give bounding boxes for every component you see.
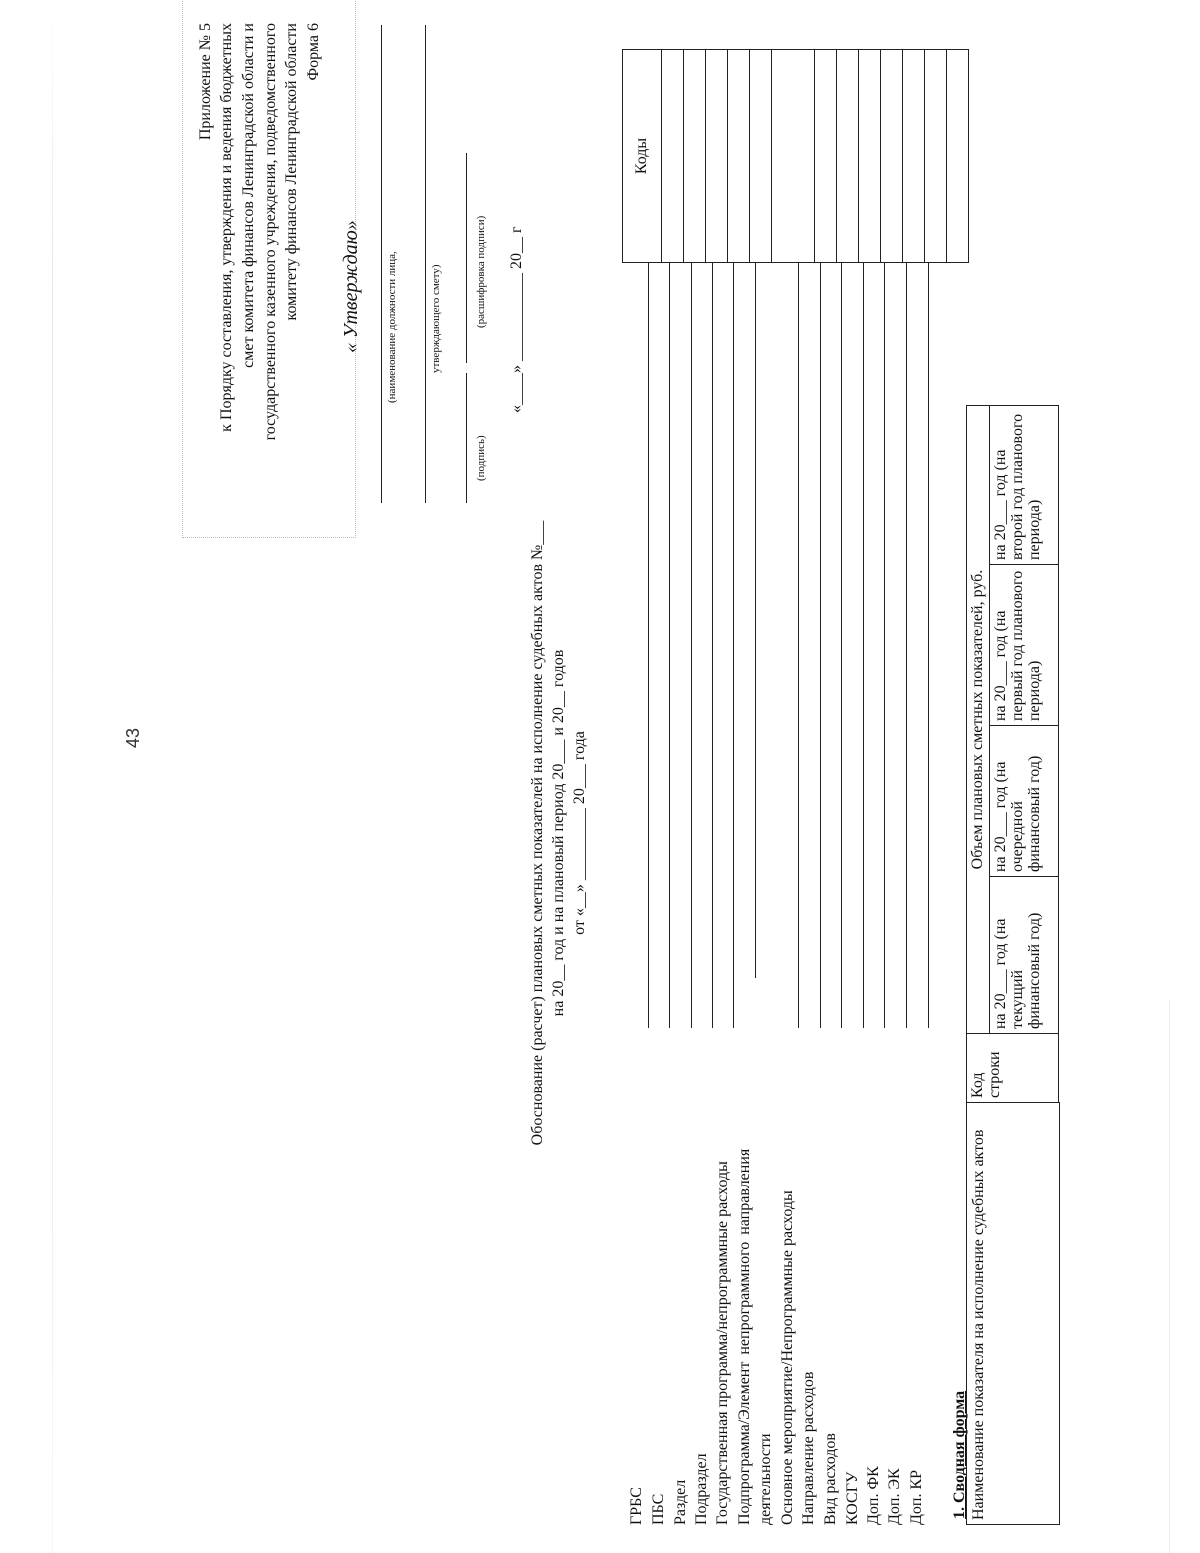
label-expense-type: Вид расходов: [822, 1433, 839, 1525]
code-cell[interactable]: [728, 50, 750, 263]
label-pbs: ПБС: [650, 1493, 667, 1525]
fill-line: [928, 263, 929, 1028]
summary-code-header: Код строки: [967, 1034, 1059, 1103]
summary-year-next: на 20___ год (на очередной финансовый год): [990, 726, 1059, 877]
approval-title: « Утверждаю»: [340, 220, 362, 353]
code-cell[interactable]: [837, 50, 859, 263]
document-date: от «__» _________ 20___ года: [571, 731, 588, 935]
label-section: Раздел: [672, 1479, 689, 1525]
summary-year-current: на 20___ год (на текущий финансовый год): [990, 877, 1059, 1034]
fill-line: [884, 263, 885, 1028]
fill-line: [820, 263, 821, 1028]
label-dop-ek: Доп. ЭК: [886, 1468, 903, 1525]
signature-line: [466, 373, 467, 503]
label-program: Государственная программа/непрограммные расходы: [714, 1161, 731, 1525]
code-cell[interactable]: [881, 50, 903, 263]
label-dop-fk: Доп. ФК: [865, 1466, 882, 1525]
position-line-2: [425, 25, 426, 503]
fill-line: [755, 263, 756, 978]
signature-caption: (подпись): [475, 435, 487, 481]
code-cell[interactable]: [706, 50, 728, 263]
fill-line: [798, 263, 799, 1028]
summary-name-header: Наименование показателя на исполнение судебных актов: [970, 1129, 987, 1520]
codes-table: [622, 49, 969, 263]
code-cell[interactable]: [815, 50, 837, 263]
code-cell[interactable]: [925, 50, 947, 263]
appendix-line: Приложение № 5: [197, 23, 214, 141]
summary-table: [966, 405, 1059, 1103]
code-cell[interactable]: [947, 50, 969, 263]
label-subsection: Подраздел: [693, 1453, 710, 1525]
code-cell[interactable]: [684, 50, 706, 263]
section-heading: 1. Сводная форма: [951, 1390, 968, 1519]
appendix-line: комитету финансов Ленинградской области: [283, 23, 300, 321]
label-subprogram-cont: деятельности: [757, 1433, 774, 1525]
page-number: 43: [123, 727, 143, 748]
label-kosgu: КОСГУ: [844, 1471, 861, 1525]
fill-line: [906, 263, 907, 1028]
code-cell[interactable]: [903, 50, 925, 263]
form-number: Форма 6: [305, 23, 322, 81]
code-cell[interactable]: [662, 50, 684, 263]
fill-line: [841, 263, 842, 1028]
document-period: на 20__ год и на плановый период 20___ и 20__ годов: [550, 649, 567, 1017]
summary-year-plan1: на 20___ год (на первый год планового периода): [990, 565, 1059, 726]
label-main-activity: Основное мероприятие/Непрограммные расходы: [779, 1190, 796, 1525]
appendix-line: к Порядку составления, утверждения и ведения бюджетных: [218, 23, 235, 432]
approval-date: «____» ___________ 20__ г: [508, 226, 525, 413]
label-subprogram: Подпрограмма/Элемент непрограммного направления: [736, 1148, 753, 1525]
position-line: [381, 25, 382, 503]
decoding-caption: (расшифровка подписи): [475, 215, 487, 328]
fill-line: [691, 263, 692, 1028]
codes-header: Коды: [623, 50, 662, 263]
label-expense-direction: Направление расходов: [800, 1371, 817, 1525]
fill-line: [733, 263, 734, 1028]
code-cell[interactable]: [859, 50, 881, 263]
summary-name-cell: [966, 1102, 1060, 1525]
label-grbs: ГРБС: [628, 1487, 645, 1525]
document-title: Обоснование (расчет) плановых сметных показателей на исполнение судебных актов №___: [529, 520, 546, 1146]
position-caption: (наименование должности лица,: [386, 251, 398, 403]
appendix-line: смет комитета финансов Ленинградской области и: [240, 23, 257, 368]
fill-line: [863, 263, 864, 1028]
appendix-line: государственного казенного учреждения, подведомственного: [262, 23, 279, 441]
fill-line: [669, 263, 670, 1028]
code-cell[interactable]: [750, 50, 772, 263]
code-cell[interactable]: [772, 50, 815, 263]
label-dop-kr: Доп. КР: [908, 1469, 925, 1525]
fill-line: [712, 263, 713, 1028]
summary-volume-header: Объем плановых сметных показателей, руб.: [967, 406, 990, 1034]
summary-year-plan2: на 20___ год (на второй год планового периода): [990, 406, 1059, 565]
decoding-line: [466, 153, 467, 363]
approving-caption: утверждающего смету): [430, 264, 442, 373]
fill-line: [648, 263, 649, 1028]
